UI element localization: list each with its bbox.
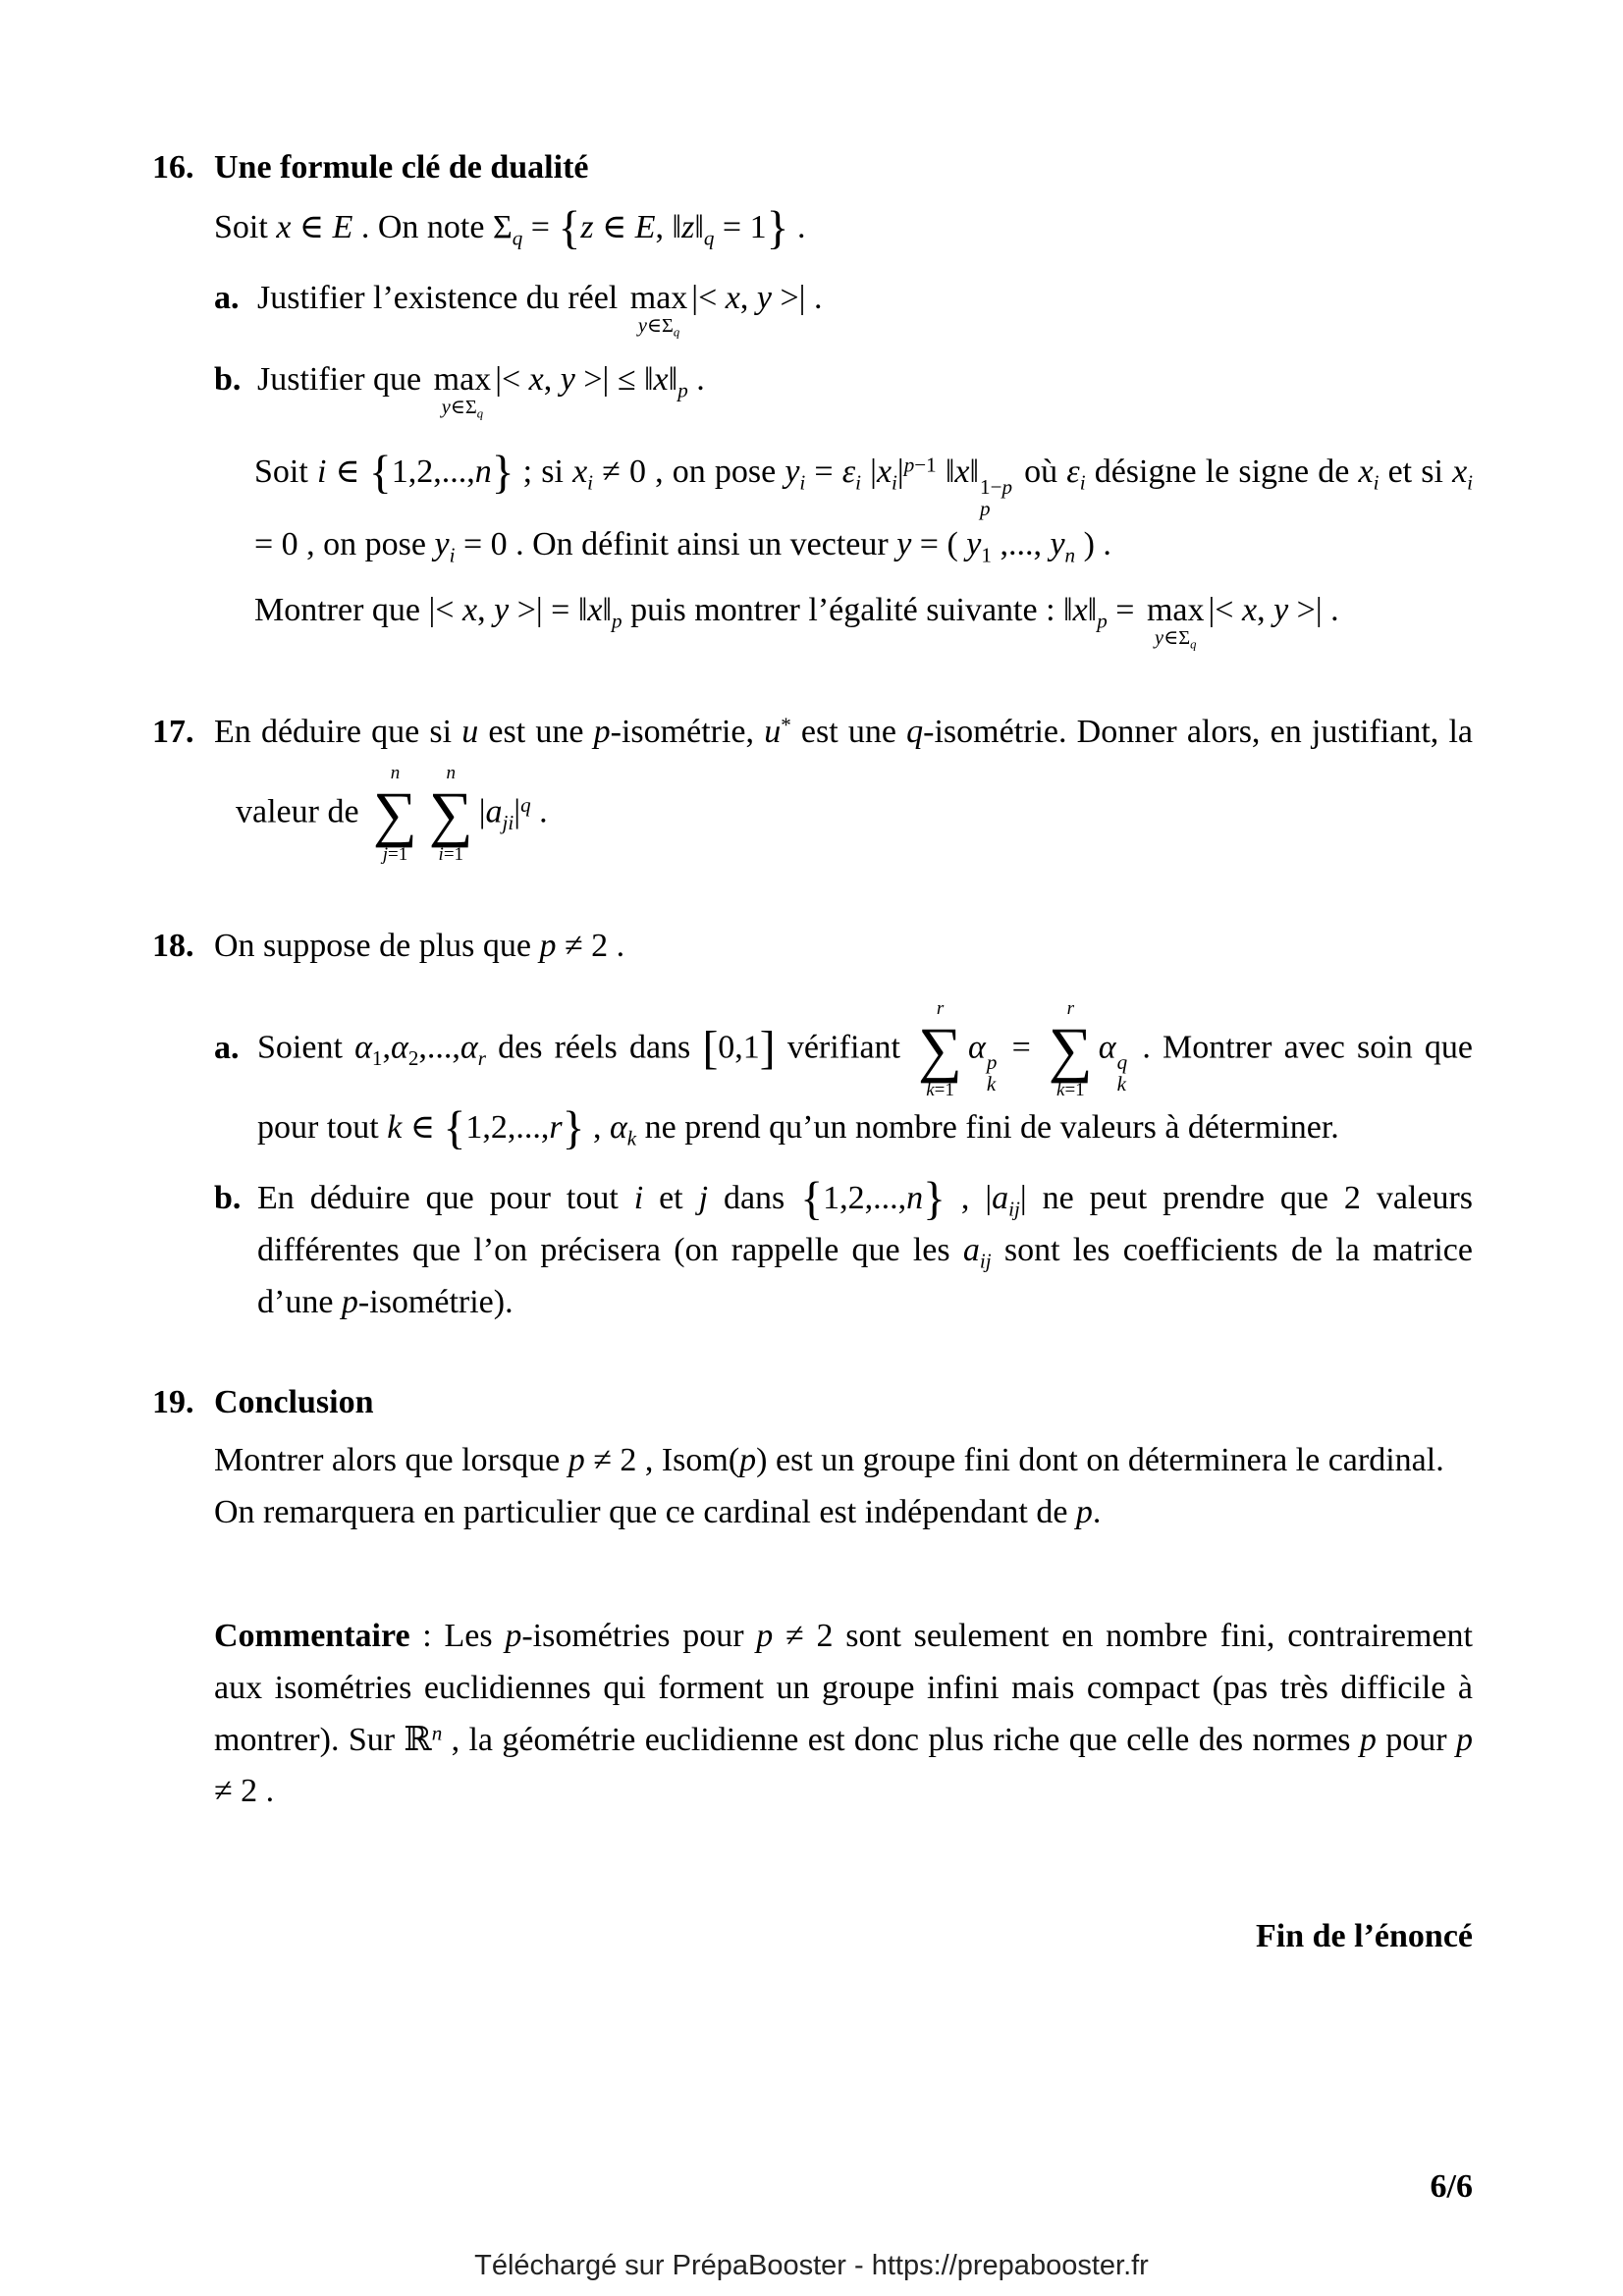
page-number: 6/6 — [1430, 2168, 1473, 2205]
commentary: Commentaire : Les p-isométries pour p ≠ 2 sont seulement en nombre fini, contrairement aux isométries euclidiennes qui forment un groupe infini mais compact (pas très difficile à montrer). Sur ℝ$^n$ , la géométrie euclidienne est donc plus riche que celle des normes p pour p ≠ 2 . — [214, 1618, 1473, 1810]
question-18-text: On suppose de plus que p ≠ 2 . — [214, 928, 625, 965]
question-16a — [0, 273, 1473, 338]
question-18b-text: En déduire que pour tout i et j dans {1,2,...,n} , $|a_{ij}|$ ne peut prendre que 2 valeurs différentes que l’on précisera (on rappelle que les $a_{ij}$ sont les coefficients de la matrice d’une p-isométrie). — [257, 1173, 1474, 1320]
question-18 — [0, 921, 1473, 973]
question-16-conclusion: Montrer que |< x, y >| = $‖x‖_p$ puis montrer l’égalité suivante : $‖x‖_p$ = max $y\in\Sigma_q$ |< x, y >| . — [254, 591, 1339, 652]
question-19-body-1: Montrer alors que lorsque p ≠ 2 , Isom(p) est un groupe fini dont on déterminera le cardinal. — [214, 1441, 1444, 1478]
question-17 — [0, 707, 1473, 759]
question-19-title: Conclusion — [214, 1384, 374, 1421]
item-marker: 16. — [152, 149, 194, 186]
item-marker: a. — [214, 280, 240, 317]
question-16-construction: Soit i ∈ {1,2,...,n} ; si $x_i \ne 0$ , on pose $y_i = \varepsilon_i$ $|x_i|^{p-1}$ ‖x‖ 1−p p où $\varepsilon_i$ désigne le signe de $x_i$ et si $x_i = 0$ , on pose $y_i = 0$ . On définit ainsi un vecteur y = ( $y_1$ ,..., $y_n$ ) . — [254, 447, 1474, 567]
question-17-text: En déduire que si u est une p-isométrie, u* est une q-isométrie. Donner alors, en justifiant, la — [214, 713, 1473, 751]
item-marker: 17. — [152, 714, 194, 751]
question-19-heading — [0, 1377, 1473, 1429]
question-16-intro: Soit x ∈ E . On note $\Sigma_q = \{z$ ∈ E, $‖z‖_q = 1$} . — [214, 202, 806, 254]
question-18b — [0, 1173, 1473, 1328]
item-marker: a. — [214, 1029, 240, 1066]
question-17-sum: valeur de n ∑ j=1 n ∑ i=1 $|a_{ji}|^q$ . — [236, 762, 548, 865]
question-16b-text: Justifier que max $y\in\Sigma_q$ |< x, y >| ≤ $‖x‖_p$ . — [257, 360, 705, 421]
question-16-heading — [0, 142, 1473, 194]
question-16b — [0, 354, 1473, 419]
question-18a-text: Soient $\alpha_1,\alpha_2,...,\alpha_r$ des réels dans [0,1] vérifiant r ∑ k=1 α p k = r ∑ k=1 α q k . Montrer avec soin que pour tout k ∈ {1,2,...,r} , $\alpha_k$ ne prend qu’un nombre fini de valeurs à déterminer. — [257, 998, 1473, 1154]
question-19-body-2: On remarquera en particulier que ce cardinal est indépendant de p. — [214, 1493, 1102, 1530]
item-marker: b. — [214, 1180, 242, 1217]
question-18a — [0, 998, 1473, 1153]
footer-credit: Téléchargé sur PrépaBooster - https://prepabooster.fr — [474, 2250, 1149, 2281]
item-marker: 18. — [152, 928, 194, 965]
item-marker: 19. — [152, 1384, 194, 1421]
item-marker: b. — [214, 360, 242, 398]
end-of-statement: Fin de l’énoncé — [1256, 1918, 1473, 1955]
question-16-title: Une formule clé de dualité — [214, 149, 589, 186]
question-16a-text: Justifier l’existence du réel max $y\in\Sigma_q$ |< x, y >| . — [257, 280, 823, 340]
